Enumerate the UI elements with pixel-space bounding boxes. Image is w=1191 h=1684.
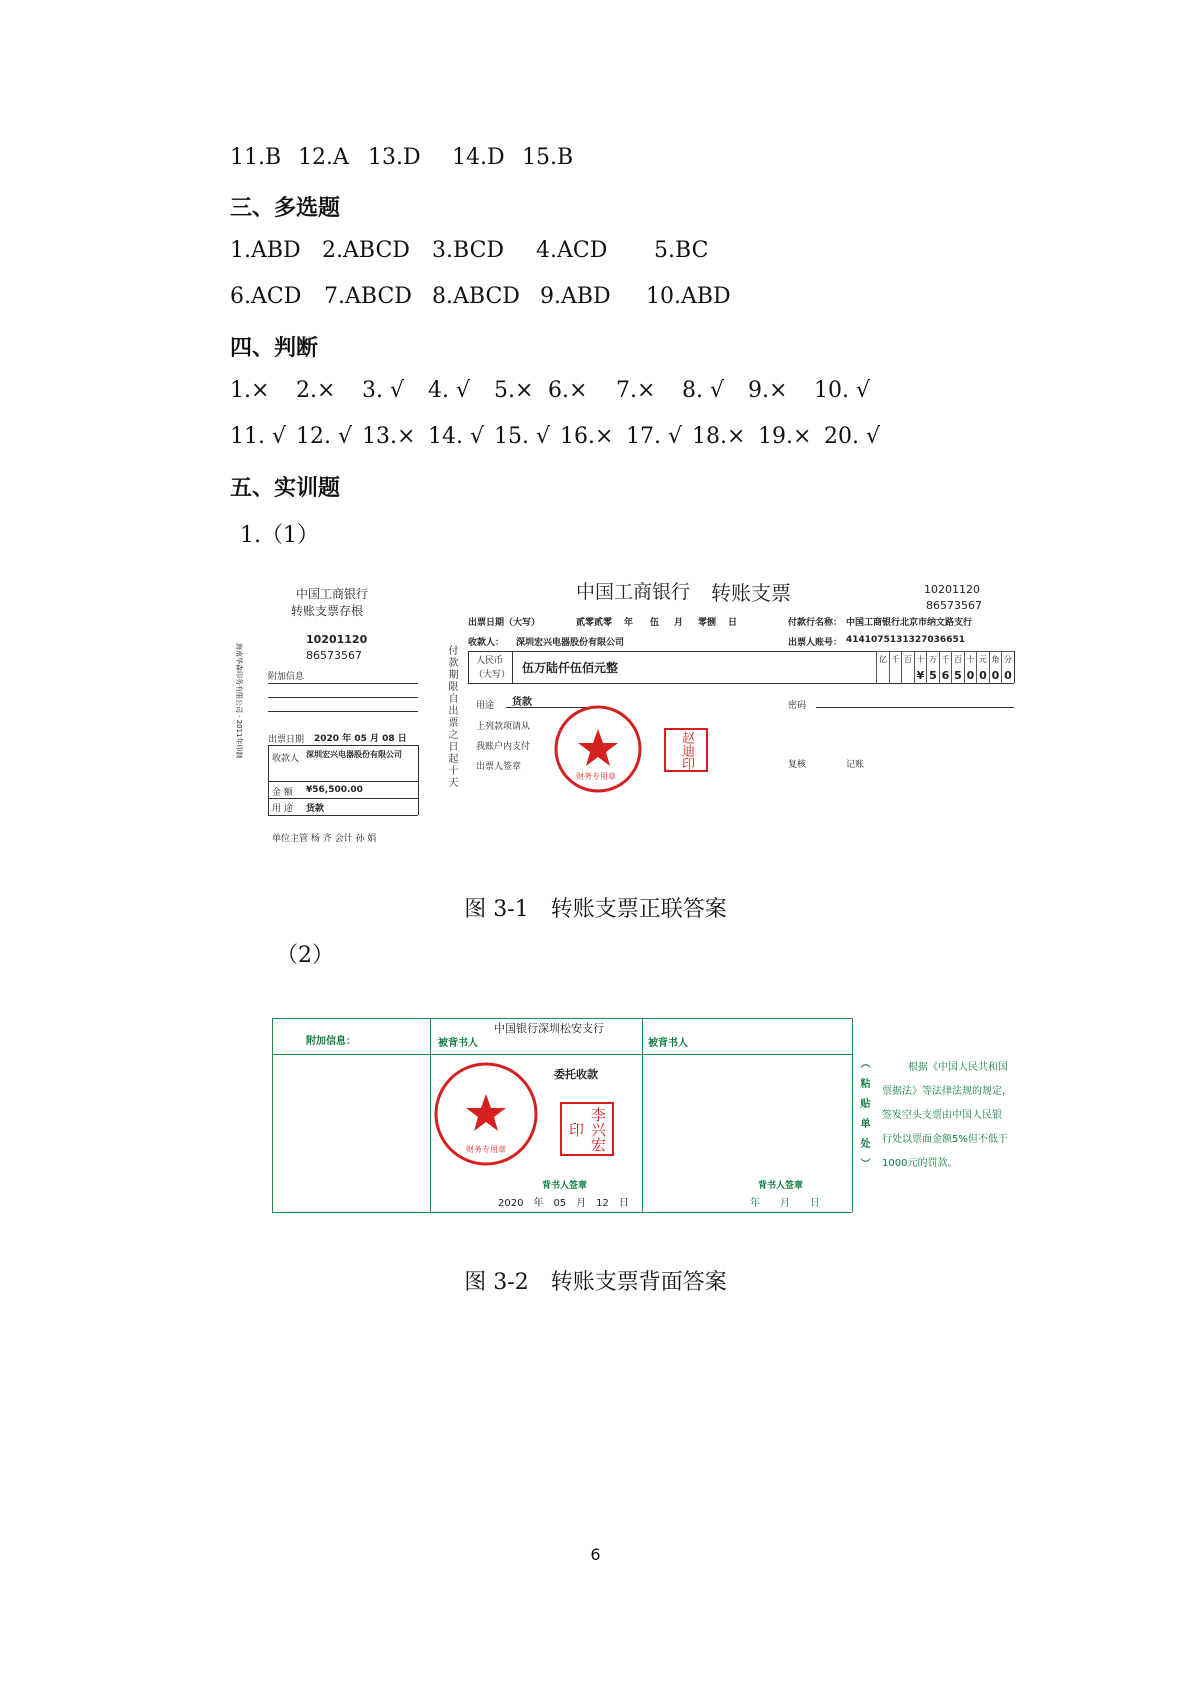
- exercise-item-1: 1.（1）: [240, 523, 319, 548]
- digit-header: 百: [901, 652, 914, 668]
- payee: 深圳宏兴电器股份有限公司: [516, 638, 625, 648]
- digit-value: 5: [951, 668, 964, 684]
- answer-item: 4. √: [428, 378, 471, 403]
- digit-header: 十: [914, 652, 927, 668]
- digit-value: [889, 668, 902, 684]
- digit-value: 0: [976, 668, 989, 684]
- endorser-personal-seal-text: 李兴宏印: [567, 1106, 607, 1152]
- answer-item: 6.ACD: [230, 284, 302, 309]
- answer-item: 15.B: [522, 145, 574, 170]
- digit-value: 0: [989, 668, 1002, 684]
- endorser-personal-seal: [560, 1102, 614, 1156]
- cheque-back: [272, 1018, 1052, 1218]
- answer-item: 16.×: [560, 424, 614, 449]
- sign-1-date: 2020 年 05 月 12 日: [498, 1198, 629, 1209]
- stub-date: 2020 年 05 月 08 日: [314, 734, 407, 744]
- answer-item: 14. √: [428, 424, 484, 449]
- section-heading: 三、多选题: [230, 196, 341, 221]
- digit-header: 千: [939, 652, 952, 668]
- date-label: 出票日期（大写）: [468, 618, 541, 628]
- stub-manager: 单位主管 杨 齐 会计 孙 娟: [272, 834, 377, 844]
- answer-item: 10.ABD: [646, 284, 731, 309]
- date-month-unit: 月: [674, 618, 684, 628]
- amount-digit-grid: [876, 651, 1014, 684]
- stub-extra-label: 附加信息: [268, 672, 305, 682]
- answer-item: 2.ABCD: [322, 238, 410, 263]
- stub-use: 货款: [306, 804, 325, 814]
- stub-code: 10201120: [306, 633, 368, 646]
- account: 4141075131327036651: [846, 635, 965, 645]
- use-value: 货款: [512, 697, 532, 708]
- answer-item: 3. √: [362, 378, 405, 403]
- answer-row-4: [230, 378, 870, 403]
- answer-item: 9.×: [748, 378, 788, 403]
- stub-side-print: 海南华森印务有限公司 · 2011年印制: [235, 643, 243, 759]
- cheque-serial: 86573567: [926, 599, 982, 612]
- bank-name: 中国工商银行: [576, 581, 691, 603]
- answer-item: 12. √: [296, 424, 352, 449]
- answer-item: 13.D: [368, 145, 421, 170]
- payer-bank: 中国工商银行北京市纳文路支行: [846, 618, 973, 628]
- section-heading: 五、实训题: [230, 476, 341, 501]
- cheque-title: 转账支票: [711, 581, 791, 605]
- digit-value: 6: [939, 668, 952, 684]
- answer-item: 6.×: [548, 378, 588, 403]
- answer-item: 3.BCD: [432, 238, 505, 263]
- legal-notice: [882, 1056, 1052, 1176]
- answer-item: 7.ABCD: [324, 284, 412, 309]
- endorsee-2-label: 被背书人: [648, 1038, 688, 1049]
- note-line-1: 上列款项请从: [476, 722, 531, 732]
- answer-item: 1.ABD: [230, 238, 301, 263]
- notice-line: 1000元的罚款。: [882, 1158, 958, 1169]
- answer-item: 8. √: [682, 378, 725, 403]
- answer-item: 11.B: [230, 145, 282, 170]
- review-label: 复核: [788, 760, 807, 770]
- date-year: 贰零贰零: [576, 618, 613, 628]
- stub-payee-label: 收款人: [272, 754, 300, 764]
- answer-row-1: [230, 145, 573, 170]
- account-label: 出票人账号：: [788, 638, 843, 648]
- sign-2-date: 年 月 日: [750, 1198, 820, 1209]
- digit-value: 5: [926, 668, 939, 684]
- sign-1-label: 背书人签章: [542, 1181, 588, 1191]
- digit-value: [876, 668, 889, 684]
- digit-header: 千: [889, 652, 902, 668]
- notice-line: 行处以票面金额5%但不低于: [882, 1134, 1008, 1145]
- digit-header: 角: [989, 652, 1002, 668]
- payer-bank-label: 付款行名称：: [788, 618, 843, 628]
- answer-item: 13.×: [362, 424, 416, 449]
- answer-row-2: [230, 238, 708, 263]
- use-label: 用途: [476, 701, 495, 711]
- digit-header: 元: [976, 652, 989, 668]
- paste-label: （粘贴单处）: [858, 1058, 869, 1178]
- answer-item: 11. √: [230, 424, 286, 449]
- date-day-unit: 日: [728, 618, 738, 628]
- answer-item: 19.×: [758, 424, 812, 449]
- digit-value: 0: [964, 668, 977, 684]
- digit-value: ¥: [914, 668, 927, 684]
- stub-bank: 中国工商银行: [296, 587, 369, 601]
- digit-header: 十: [964, 652, 977, 668]
- digit-header: 百: [951, 652, 964, 668]
- note-line-3: 出票人签章: [476, 762, 522, 772]
- answer-item: 4.ACD: [536, 238, 608, 263]
- answer-row-5: [230, 424, 880, 449]
- sign-2-label: 背书人签章: [758, 1181, 804, 1191]
- date-month: 伍: [650, 618, 660, 628]
- digit-value: 0: [1001, 668, 1014, 684]
- figure-caption-1: 图 3-1 转账支票正联答案: [464, 897, 727, 922]
- stub-use-label: 用 途: [272, 804, 293, 814]
- personal-seal-text: 赵迪印: [679, 730, 694, 770]
- endorsee-1-label: 被背书人: [438, 1038, 478, 1049]
- seal-sub: 财务专用章: [576, 772, 616, 781]
- stub-amount-label: 金 额: [272, 788, 293, 798]
- digit-header: 万: [926, 652, 939, 668]
- rmb-sub: （大写）: [474, 670, 511, 680]
- cheque-code: 10201120: [924, 583, 980, 596]
- answer-item: 5.BC: [654, 238, 709, 263]
- date-year-unit: 年: [624, 618, 634, 628]
- stub-serial: 86573567: [306, 649, 362, 662]
- answer-item: 2.×: [296, 378, 336, 403]
- cheque-front: [235, 581, 1036, 850]
- notice-line: 签发空头支票由中国人民银: [882, 1110, 1002, 1121]
- answer-row-3: [230, 284, 731, 309]
- endorsee-bank: 中国银行深圳松安支行: [494, 1022, 604, 1035]
- record-label: 记账: [846, 760, 865, 770]
- notice-line: 票据法》等法律法规的规定，: [882, 1086, 1012, 1097]
- note-line-2: 我账户内支付: [476, 742, 531, 752]
- figure-caption-2: 图 3-2 转账支票背面答案: [464, 1270, 727, 1295]
- answer-item: 8.ABCD: [432, 284, 520, 309]
- stub-amount: ¥56,500.00: [306, 785, 363, 795]
- endorser-seal-sub: 财务专用章: [466, 1145, 506, 1154]
- answer-item: 12.A: [298, 145, 349, 170]
- personal-seal: [664, 728, 708, 772]
- stub-title: 转账支票存根: [291, 604, 364, 618]
- stub-date-label: 出票日期: [268, 735, 305, 745]
- endorse-action: 委托收款: [554, 1068, 598, 1081]
- rmb-label: 人民币: [476, 656, 504, 666]
- notice-line: 根据《中国人民共和国: [908, 1062, 1008, 1073]
- payee-label: 收款人：: [468, 638, 505, 648]
- password-label: 密码: [788, 701, 807, 711]
- exercise-item-2: （2）: [276, 943, 334, 968]
- digit-header: 分: [1001, 652, 1014, 668]
- answer-item: 20. √: [824, 424, 880, 449]
- answer-item: 1.×: [230, 378, 270, 403]
- date-day: 零捌: [698, 618, 717, 628]
- amount-words: 伍万陆仟伍佰元整: [522, 661, 619, 675]
- answer-item: 10. √: [814, 378, 870, 403]
- left-vertical-note: 付款期限自出票之日起十天: [446, 645, 457, 789]
- answer-item: 9.ABD: [540, 284, 611, 309]
- answer-item: 17. √: [626, 424, 682, 449]
- answer-item: 14.D: [452, 145, 505, 170]
- answer-item: 5.×: [494, 378, 534, 403]
- answer-item: 15. √: [494, 424, 550, 449]
- digit-value: [901, 668, 914, 684]
- answer-item: 18.×: [692, 424, 746, 449]
- extra-info-label: 附加信息：: [306, 1036, 356, 1047]
- page-number: 6: [590, 1545, 601, 1564]
- answer-item: 7.×: [616, 378, 656, 403]
- stub-payee: 深圳宏兴电器股份有限公司: [306, 750, 402, 759]
- digit-header: 亿: [876, 652, 889, 668]
- section-heading: 四、判断: [230, 336, 319, 361]
